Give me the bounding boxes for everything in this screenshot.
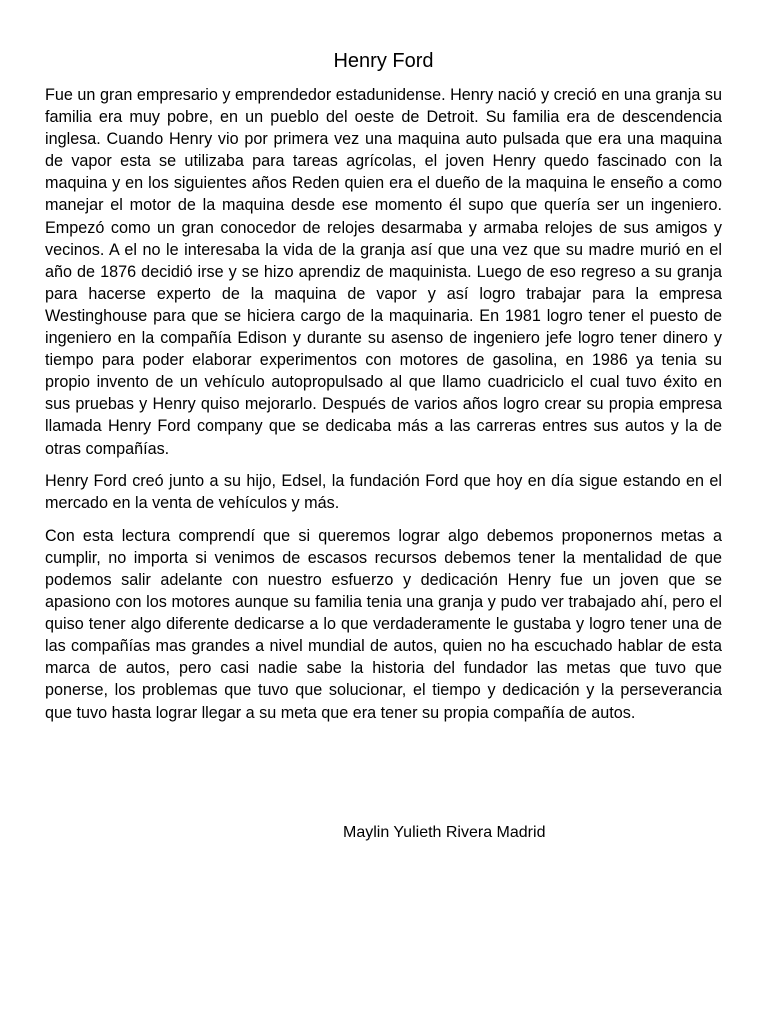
document-page xyxy=(45,0,722,724)
paragraph-reflection: Con esta lectura comprendí que si queremos lograr algo debemos proponernos metas a cumplir, no importa si venimos de escasos recursos debemos tener la mentalidad de que podemos salir adelante con nuestro esfuerzo y dedicación Henry fue un joven que se apasiono con los motores aunque su familia tenia una granja y pudo ver trabajado ahí, pero el quiso tener algo diferente dedicarse a lo que verdaderamente le gustaba y logro tener una de las compañías mas grandes a nivel mundial de autos, quien no ha escuchado hablar de esta marca de autos, pero casi nadie sabe la historia del fundador las metas que tuvo que ponerse, los problemas que tuvo que solucionar, el tiempo y dedicación y la perseverancia que tuvo hasta lograr llegar a su meta que era tener su propia compañía de autos. xyxy=(45,526,722,722)
document-title: Henry Ford xyxy=(333,50,434,72)
paragraph-ford-foundation: Henry Ford creó junto a su hijo, Edsel, la fundación Ford que hoy en día sigue estando en el mercado en la venta de vehículos y más. xyxy=(45,471,722,512)
author-signature: Maylin Yulieth Rivera Madrid xyxy=(343,824,546,841)
paragraph-biography: Fue un gran empresario y emprendedor estadunidense. Henry nació y creció en una granja su familia era muy pobre, en un pueblo del oeste de Detroit. Su familia era de descendencia inglesa. Cuando Henry vio por primera vez una maquina auto pulsada que era una maquina de vapor esta se utilizaba para tareas agrícolas, el joven Henry quedo fascinado con la maquina y en los siguientes años Reden quien era el dueño de la maquina le enseño a como manejar el motor de la maquina desde ese momento él supo que quería ser un ingeniero. Empezó como un gran conocedor de relojes desarmaba y armaba relojes de sus amigos y vecinos. A el no le interesaba la vida de la granja así que una vez que su madre murió en el año de 1876 decidió irse y se hizo aprendiz de maquinista. Luego de eso regreso a su granja para hacerse experto de la maquina de vapor y así logro trabajar para la empresa Westinghouse para que se hiciera cargo de la maquinaria. En 1981 logro tener el puesto de ingeniero en la compañía Edison y durante su asenso de ingeniero jefe logro tener dinero y tiempo para poder elaborar experimentos con motores de gasolina, en 1986 ya tenia su propio invento de un vehículo autopropulsado al que llamo cuadriciclo el cual tuvo éxito en sus pruebas y Henry quiso mejorarlo. Después de varios años logro crear su propia empresa llamada Henry Ford company que se dedicaba más a las carreras entres sus autos y la de otras compañías. xyxy=(45,86,722,458)
